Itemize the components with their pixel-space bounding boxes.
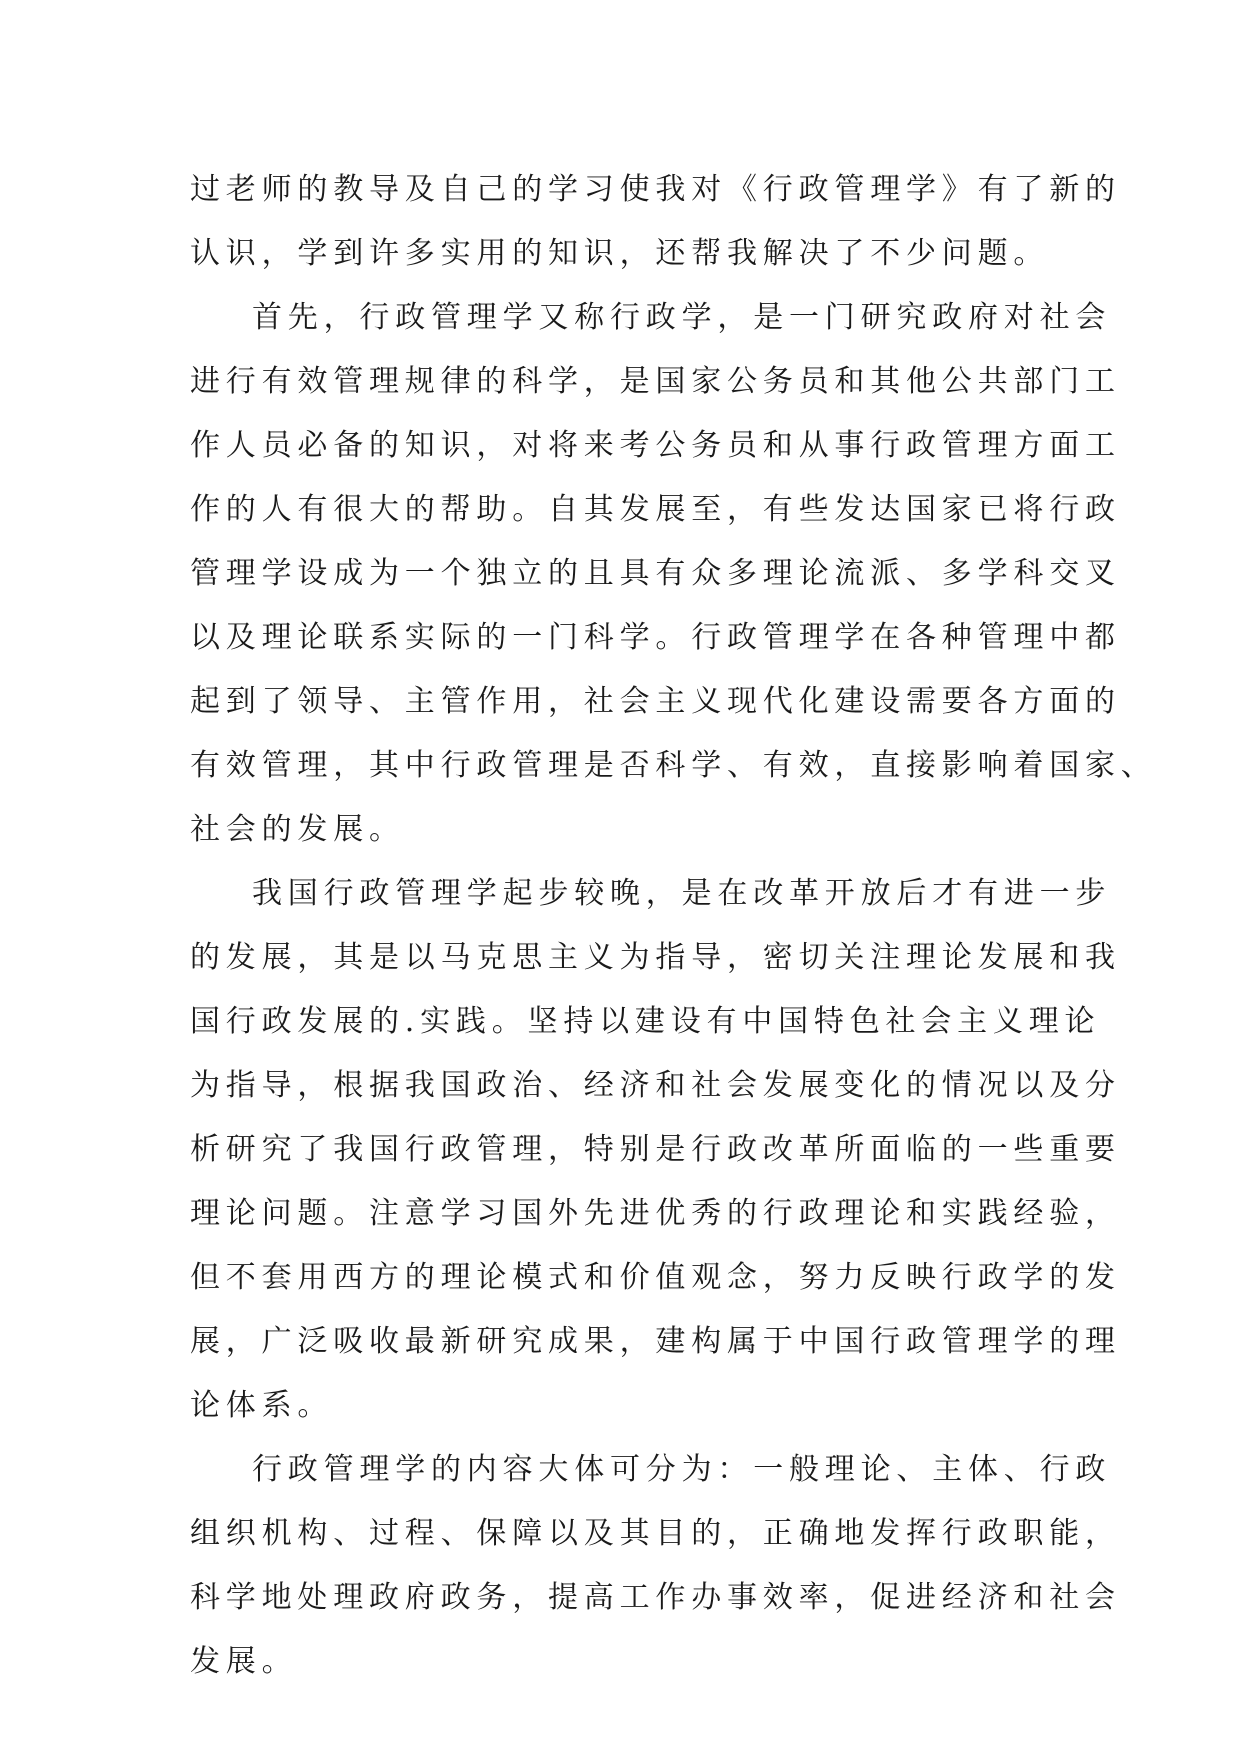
text-line: 起到了领导、主管作用，社会主义现代化建设需要各方面的 <box>190 684 1121 719</box>
text-line: 组织机构、过程、保障以及其目的，正确地发挥行政职能， <box>190 1516 1121 1551</box>
text-line: 过老师的教导及自己的学习使我对《行政管理学》有了新的 <box>190 172 1121 207</box>
text-line: 作的人有很大的帮助。自其发展至，有些发达国家已将行政 <box>190 492 1121 527</box>
text-line: 作人员必备的知识，对将来考公务员和从事行政管理方面工 <box>190 428 1121 463</box>
text-line: 析研究了我国行政管理，特别是行政改革所面临的一些重要 <box>190 1132 1121 1167</box>
text-line: 发展。 <box>190 1644 298 1679</box>
text-line: 有效管理，其中行政管理是否科学、有效，直接影响着国家、 <box>190 748 1157 783</box>
text-line: 认识，学到许多实用的知识，还帮我解决了不少问题。 <box>190 236 1050 271</box>
text-line: 为指导，根据我国政治、经济和社会发展变化的情况以及分 <box>190 1068 1121 1103</box>
text-line: 以及理论联系实际的一门科学。行政管理学在各种管理中都 <box>190 620 1121 655</box>
text-line: 社会的发展。 <box>190 812 405 847</box>
text-line: 国行政发展的.实践。坚持以建设有中国特色社会主义理论 <box>190 1004 1101 1039</box>
text-line: 进行有效管理规律的科学，是国家公务员和其他公共部门工 <box>190 364 1121 399</box>
paragraph-start-line: 首先，行政管理学又称行政学，是一门研究政府对社会 <box>252 300 1112 335</box>
text-line: 管理学设成为一个独立的且具有众多理论流派、多学科交叉 <box>190 556 1121 591</box>
paragraph-start-line: 行政管理学的内容大体可分为：一般理论、主体、行政 <box>252 1452 1112 1487</box>
text-line: 科学地处理政府政务，提高工作办事效率，促进经济和社会 <box>190 1580 1121 1615</box>
document-body <box>190 158 1157 1694</box>
paragraph-start-line: 我国行政管理学起步较晚，是在改革开放后才有进一步 <box>252 876 1112 911</box>
text-line: 理论问题。注意学习国外先进优秀的行政理论和实践经验， <box>190 1196 1121 1231</box>
text-line: 展，广泛吸收最新研究成果，建构属于中国行政管理学的理 <box>190 1324 1121 1359</box>
text-line: 的发展，其是以马克思主义为指导，密切关注理论发展和我 <box>190 940 1121 975</box>
text-line: 但不套用西方的理论模式和价值观念，努力反映行政学的发 <box>190 1260 1121 1295</box>
text-line: 论体系。 <box>190 1388 334 1423</box>
